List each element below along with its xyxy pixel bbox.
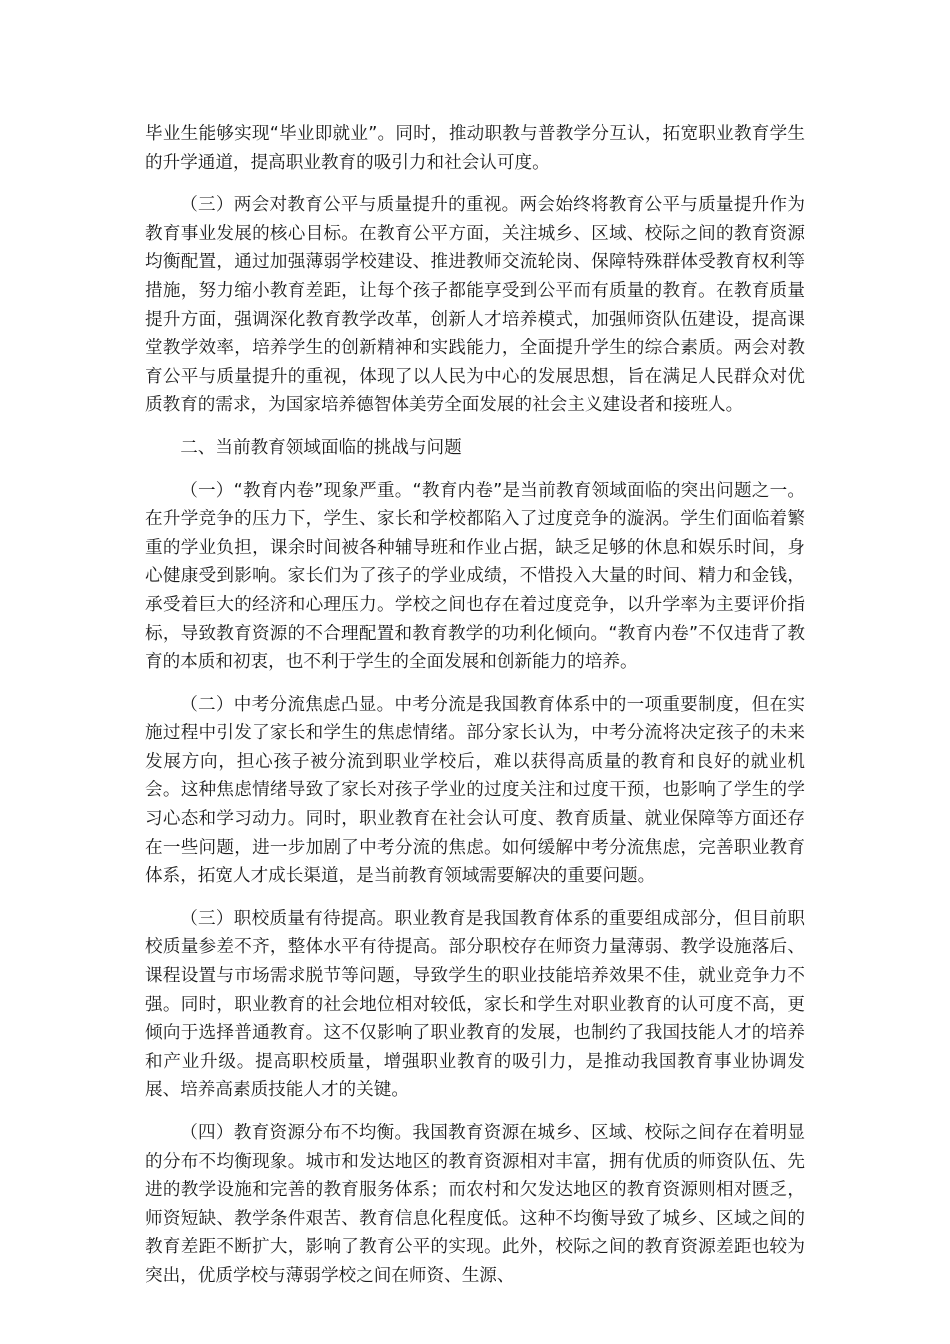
section-heading: 二、当前教育领域面临的挑战与问题 bbox=[180, 437, 462, 458]
paragraph-continuation: 毕业生能够实现“毕业即就业”。同时，推动职教与普教学分互认，拓宽职业教育学生的升学通道，提高职业教育的吸引力和社会认可度。 bbox=[145, 124, 805, 173]
paragraph-vocational-quality: （三）职校质量有待提高。职业教育是我国教育体系的重要组成部分，但目前职校质量参差不齐，整体水平有待提高。部分职校存在师资力量薄弱、教学设施落后、课程设置与市场需求脱节等问题，导致学生的职业技能培养效果不佳，就业竞争力不强。同时，职业教育的社会地位相对较低，家长和学生对职业教育的认可度不高，更倾向于选择普通教育。这不仅影响了职业教育的发展，也制约了我国技能人才的培养和产业升级。提高职校质量，增强职业教育的吸引力，是推动我国教育事业协调发展、培养高素质技能人才的关键。 bbox=[145, 908, 805, 1101]
document-page bbox=[145, 120, 805, 1305]
paragraph-resource-imbalance: （四）教育资源分布不均衡。我国教育资源在城乡、区域、校际之间存在着明显的分布不均衡现象。城市和发达地区的教育资源相对丰富，拥有优质的师资队伍、先进的教学设施和完善的教育服务体系；而农村和欠发达地区的教育资源则相对匮乏，师资短缺、教学条件艰苦、教育信息化程度低。这种不均衡导致了城乡、区域之间的教育差距不断扩大，影响了教育公平的实现。此外，校际之间的教育资源差距也较为突出，优质学校与薄弱学校之间在师资、生源、 bbox=[145, 1123, 805, 1286]
paragraph-education-involution: （一）“教育内卷”现象严重。“教育内卷”是当前教育领域面临的突出问题之一。在升学竞争的压力下，学生、家长和学校都陷入了过度竞争的漩涡。学生们面临着繁重的学业负担，课余时间被各种辅导班和作业占据，缺乏足够的休息和娱乐时间，身心健康受到影响。家长们为了孩子的学业成绩，不惜投入大量的时间、精力和金钱，承受着巨大的经济和心理压力。学校之间也存在着过度竞争，以升学率为主要评价指标，导致教育资源的不合理配置和教育教学的功利化倾向。“教育内卷”不仅违背了教育的本质和初衷，也不利于学生的全面发展和创新能力的培养。 bbox=[145, 480, 805, 673]
paragraph-education-equity: （三）两会对教育公平与质量提升的重视。两会始终将教育公平与质量提升作为教育事业发展的核心目标。在教育公平方面，关注城乡、区域、校际之间的教育资源均衡配置，通过加强薄弱学校建设、推进教师交流轮岗、保障特殊群体受教育权利等措施，努力缩小教育差距，让每个孩子都能享受到公平而有质量的教育。在教育质量提升方面，强调深化教育教学改革，创新人才培养模式，加强师资队伍建设，提高课堂教学效率，培养学生的创新精神和实践能力，全面提升学生的综合素质。两会对教育公平与质量提升的重视，体现了以人民为中心的发展思想，旨在满足人民群众对优质教育的需求，为国家培养德智体美劳全面发展的社会主义建设者和接班人。 bbox=[145, 195, 805, 416]
paragraph-zhongkao-anxiety: （二）中考分流焦虑凸显。中考分流是我国教育体系中的一项重要制度，但在实施过程中引发了家长和学生的焦虑情绪。部分家长认为，中考分流将决定孩子的未来发展方向，担心孩子被分流到职业学校后，难以获得高质量的教育和良好的就业机会。这种焦虑情绪导致了家长对孩子学业的过度关注和过度干预，也影响了学生的学习心态和学习动力。同时，职业教育在社会认可度、教育质量、就业保障等方面还存在一些问题，进一步加剧了中考分流的焦虑。如何缓解中考分流焦虑，完善职业教育体系，拓宽人才成长渠道，是当前教育领域需要解决的重要问题。 bbox=[145, 694, 805, 887]
